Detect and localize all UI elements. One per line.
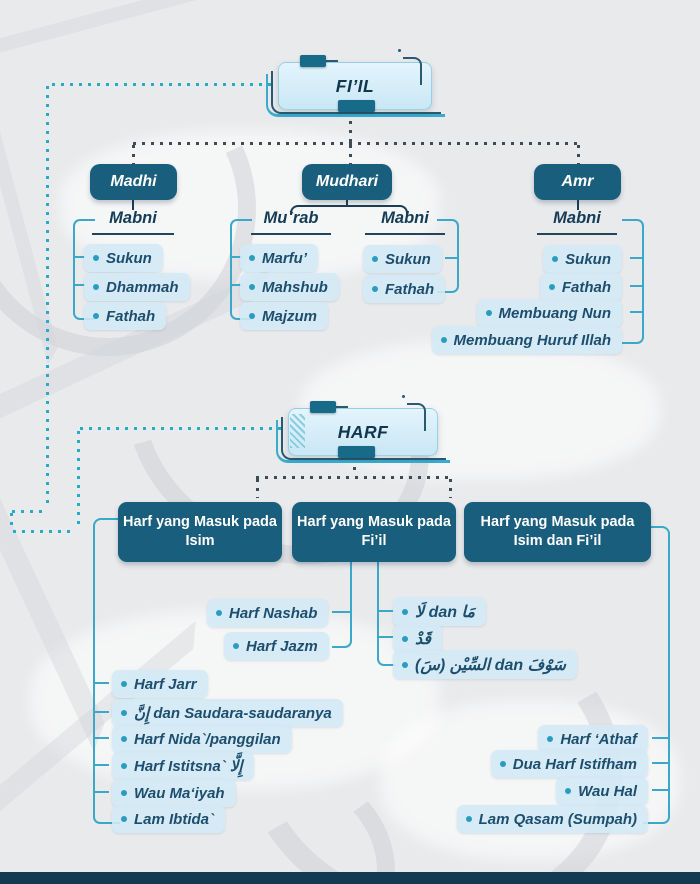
list-item — [457, 805, 648, 833]
bullet-icon — [216, 610, 222, 616]
list-item-label: Sukun — [565, 250, 611, 268]
bracket-harf-fiil-a-tick — [332, 611, 350, 613]
list-item — [112, 752, 254, 780]
list-item — [477, 299, 623, 327]
bracket-amr-tick — [630, 285, 642, 287]
list-item-label: Sukun — [106, 249, 152, 267]
connector-dotted-zig2 — [10, 513, 13, 531]
node-harf-isim-fiil — [464, 502, 651, 562]
connector-dotted-harf-left — [80, 427, 286, 430]
list-item — [538, 725, 648, 753]
bullet-icon — [121, 763, 127, 769]
list-item-label: Wau Hal — [578, 782, 637, 800]
list-item — [491, 750, 648, 778]
bracket-harf-both-tick — [652, 789, 668, 791]
bracket-harf-fiil-b-tick — [377, 610, 393, 612]
header-madhi-mabni-label: Mabni — [109, 209, 157, 227]
list-item — [543, 245, 622, 273]
list-item-label: إِنَّ dan Saudara-saudaranya — [134, 705, 332, 722]
node-madhi — [90, 164, 177, 200]
list-item-label: Fathah — [561, 278, 611, 296]
connector-harf-drop-left — [256, 479, 259, 498]
list-item — [84, 302, 166, 330]
list-item-label: Dhammah — [106, 278, 179, 296]
bullet-icon — [249, 255, 255, 261]
connector-dotted-zig3 — [13, 530, 75, 533]
fiil-ribbon-hook-icon — [403, 57, 422, 85]
list-item-label: Membuang Nun — [498, 304, 611, 322]
node-harf-isim-fiil-label: Harf yang Masuk pada Isim dan Fi’il — [480, 514, 635, 549]
node-harf-fiil — [292, 502, 456, 562]
list-item — [556, 777, 648, 805]
connector-drop-madhi — [132, 145, 135, 164]
connector-dotted-fiil-left — [52, 83, 276, 86]
bullet-icon — [121, 736, 127, 742]
harf-ribbon-hook-icon — [407, 403, 426, 431]
list-item-label: مَا dan لَا — [415, 603, 475, 621]
connector-harf-drop-right — [449, 479, 452, 498]
list-item — [112, 779, 236, 807]
bullet-icon — [466, 816, 472, 822]
connector-drop-mudhari — [349, 145, 352, 164]
list-item — [112, 805, 225, 833]
fiil-ribbon-clip-icon — [300, 55, 326, 67]
node-harf-fiil-label: Harf yang Masuk pada Fi’il — [297, 514, 451, 549]
bracket-harf-isim-tick — [93, 682, 109, 684]
list-item — [363, 275, 445, 303]
list-item-label: Harf Nida`/panggilan — [134, 730, 281, 748]
bullet-icon — [402, 662, 408, 668]
header-amr-mabni — [537, 209, 617, 235]
list-item-label: Harf Nashab — [229, 604, 318, 622]
bracket-harf-fiil-b-tick — [377, 636, 393, 638]
list-item-label: Mahshub — [262, 278, 328, 296]
connector-harf-branch-bar — [256, 476, 450, 479]
connector-drop-amr — [577, 145, 580, 164]
connector-dotted-zig1 — [12, 510, 48, 513]
bracket-harf-both-tick — [652, 762, 668, 764]
fiil-root-label: FI’IL — [335, 75, 375, 96]
bullet-icon — [93, 255, 99, 261]
bullet-icon — [549, 284, 555, 290]
bullet-icon — [121, 790, 127, 796]
header-murab-label: Mu`rab — [263, 209, 319, 227]
bracket-harf-isim-tick — [93, 764, 109, 766]
node-mudhari — [302, 164, 392, 200]
bullet-icon — [93, 284, 99, 290]
list-item-label: Wau Ma‘iyah — [134, 784, 225, 802]
list-item-label: Harf Istitsna` إِلَّا — [134, 758, 243, 775]
node-harf-isim — [118, 502, 282, 562]
list-item — [393, 597, 486, 626]
bullet-icon — [565, 788, 571, 794]
bullet-icon — [486, 310, 492, 316]
bullet-icon — [121, 681, 127, 687]
node-amr — [534, 164, 621, 200]
bracket-amr-tick — [630, 257, 642, 259]
list-item — [84, 244, 163, 272]
list-item — [112, 699, 343, 727]
list-item — [207, 599, 328, 627]
bullet-icon — [441, 337, 447, 343]
list-item-label: Lam Qasam (Sumpah) — [478, 810, 637, 828]
header-madhi-mabni — [92, 209, 174, 235]
list-item — [240, 302, 328, 330]
connector-dotted-harf-down — [77, 431, 80, 530]
bullet-icon — [121, 710, 127, 716]
harf-root-label: HARF — [337, 421, 389, 442]
harf-ribbon-hatch — [290, 414, 305, 448]
bracket-amr-tick — [630, 311, 642, 313]
list-item-label: Fathah — [106, 307, 156, 325]
bullet-icon — [552, 256, 558, 262]
header-mudhari-mabni-label: Mabni — [381, 209, 429, 227]
list-item — [393, 650, 577, 679]
node-mudhari-label: Mudhari — [315, 173, 379, 190]
list-item — [432, 326, 623, 354]
harf-ribbon-clip-icon — [310, 401, 336, 413]
bracket-amr — [622, 219, 644, 344]
bullet-icon — [121, 816, 127, 822]
list-item-label: Marfu’ — [262, 249, 307, 267]
connector-fiil-branch-bar — [133, 142, 578, 145]
harf-ribbon-dot-icon — [402, 395, 405, 398]
bullet-icon — [93, 313, 99, 319]
bullet-icon — [402, 636, 408, 642]
list-item — [363, 245, 442, 273]
list-item — [112, 670, 208, 698]
list-item-label: Harf Jarr — [134, 675, 197, 693]
bracket-mudhari-mabni-tick — [445, 257, 457, 259]
list-item — [84, 273, 190, 301]
list-item — [112, 725, 292, 753]
bracket-harf-both — [643, 526, 670, 824]
bullet-icon — [500, 761, 506, 767]
bracket-harf-isim-tick — [93, 791, 109, 793]
connector-dotted-fiil-down — [46, 86, 49, 507]
list-item — [240, 273, 339, 301]
header-amr-mabni-label: Mabni — [553, 209, 601, 227]
list-item-label: Harf Jazm — [246, 637, 318, 655]
bullet-icon — [249, 284, 255, 290]
bullet-icon — [233, 643, 239, 649]
bullet-icon — [249, 313, 255, 319]
list-item — [393, 624, 442, 653]
list-item-label: Majzum — [262, 307, 318, 325]
fiil-ribbon-dot-icon — [398, 49, 401, 52]
list-item-label: Harf ‘Athaf — [560, 730, 637, 748]
bracket-harf-isim-tick — [93, 711, 109, 713]
header-mudhari-mabni — [365, 209, 445, 235]
list-item — [240, 244, 318, 272]
bullet-icon — [372, 286, 378, 292]
node-amr-label: Amr — [561, 173, 594, 190]
list-item-label: قَدْ — [415, 630, 432, 648]
list-item — [540, 273, 622, 301]
bracket-harf-fiil-a — [332, 554, 352, 648]
list-item-label: Lam Ibtida` — [134, 810, 215, 828]
bullet-icon — [547, 736, 553, 742]
node-harf-isim-label: Harf yang Masuk pada Isim — [123, 514, 277, 549]
list-item-label: سَوْفَ dan السِّيْن (سَ) — [415, 656, 566, 674]
list-item-label: Sukun — [385, 250, 431, 268]
fiil-ribbon-bottom-clip-icon — [338, 100, 375, 112]
bracket-harf-both-tick — [652, 737, 668, 739]
harf-ribbon-bottom-clip-icon — [338, 446, 375, 458]
node-madhi-label: Madhi — [110, 173, 157, 190]
header-murab — [251, 209, 331, 235]
bullet-icon — [402, 609, 408, 615]
bracket-harf-isim-tick — [93, 737, 109, 739]
bottom-bar — [0, 872, 700, 884]
list-item — [224, 632, 329, 660]
list-item-label: Fathah — [385, 280, 435, 298]
bullet-icon — [372, 256, 378, 262]
list-item-label: Membuang Huruf Illah — [453, 331, 611, 349]
list-item-label: Dua Harf Istifham — [512, 755, 637, 773]
